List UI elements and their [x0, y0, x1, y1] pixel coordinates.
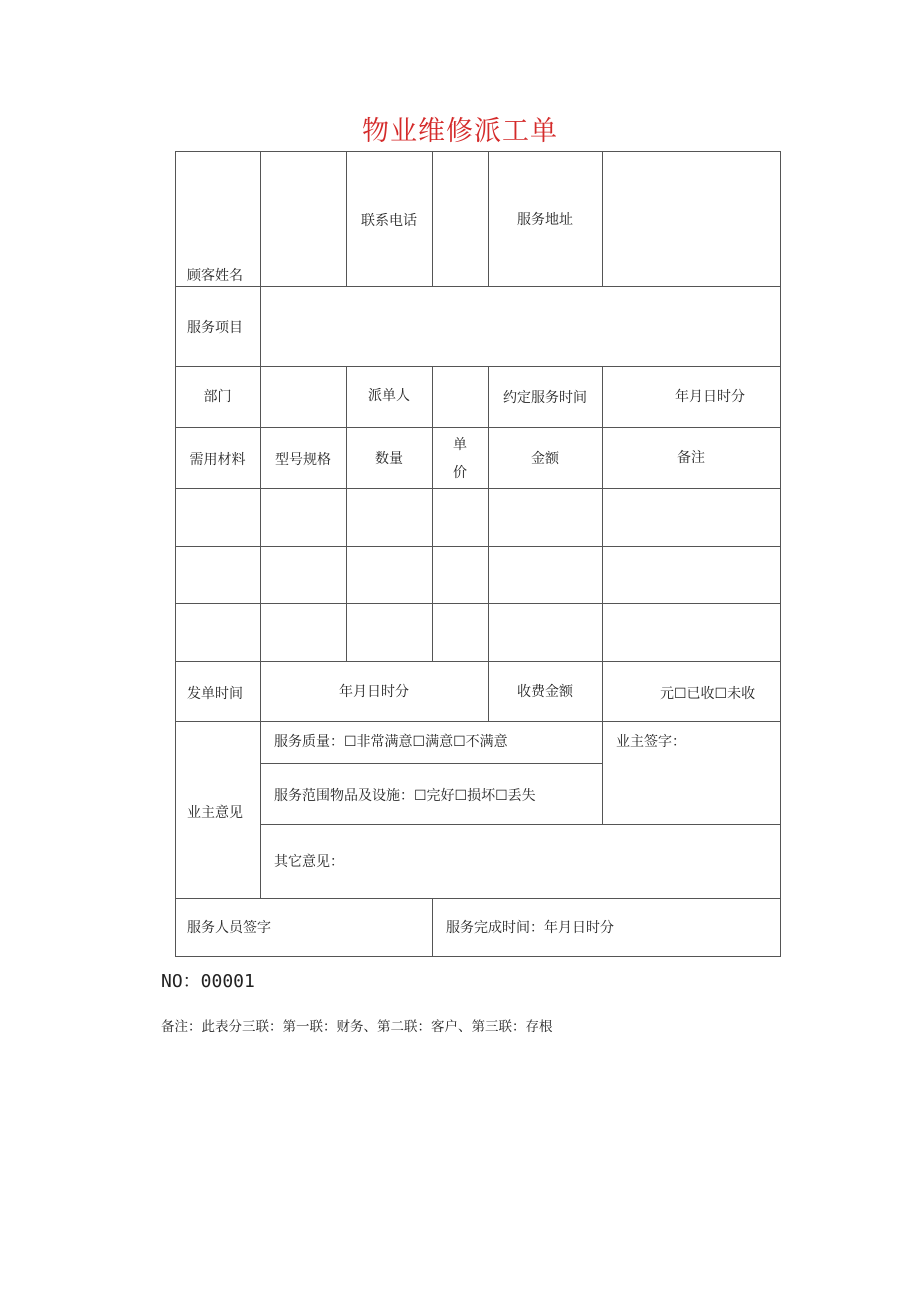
appointment-time-label: 约定服务时间: [503, 390, 587, 406]
materials-header: 需用材料: [189, 452, 246, 468]
appointment-time-value: 年月日时分: [675, 389, 745, 405]
owner-opinion-label: 业主意见: [187, 805, 243, 821]
dispatcher-label: 派单人: [368, 388, 410, 404]
fee-status-options: 元☐已收☐未收: [660, 686, 756, 702]
copies-note: 备注：此表分三联：第一联：财务、第二联：客户、第三联：存根: [161, 1019, 553, 1035]
issue-time-label: 发单时间: [187, 686, 243, 702]
service-address-label: 服务地址: [517, 212, 573, 228]
facilities-status-options: 服务范围物品及设施：☐完好☐损坏☐丢失: [274, 788, 536, 804]
remarks-header: 备注: [677, 450, 705, 466]
service-item-label: 服务项目: [187, 320, 243, 336]
service-quality-options: 服务质量：☐非常满意☐满意☐不满意: [274, 734, 508, 750]
quantity-header: 数量: [375, 451, 403, 467]
unit-price-header-line2: 价: [453, 465, 467, 481]
unit-price-header-line1: 单: [453, 437, 467, 453]
staff-signature-label: 服务人员签字: [187, 920, 271, 936]
serial-number: NO：00001: [161, 971, 255, 992]
amount-header: 金额: [531, 451, 559, 467]
issue-time-value: 年月日时分: [339, 684, 409, 700]
other-opinion-label: 其它意见：: [274, 854, 344, 870]
model-spec-header: 型号规格: [275, 452, 331, 468]
contact-phone-label: 联系电话: [361, 213, 417, 229]
form-title: 物业维修派工单: [362, 116, 558, 147]
department-label: 部门: [203, 389, 232, 405]
owner-signature-label: 业主签字：: [616, 734, 686, 750]
customer-name-label: 顾客姓名: [187, 268, 243, 284]
fee-amount-label: 收费金额: [517, 684, 573, 700]
completion-time-label: 服务完成时间：年月日时分: [446, 920, 614, 936]
